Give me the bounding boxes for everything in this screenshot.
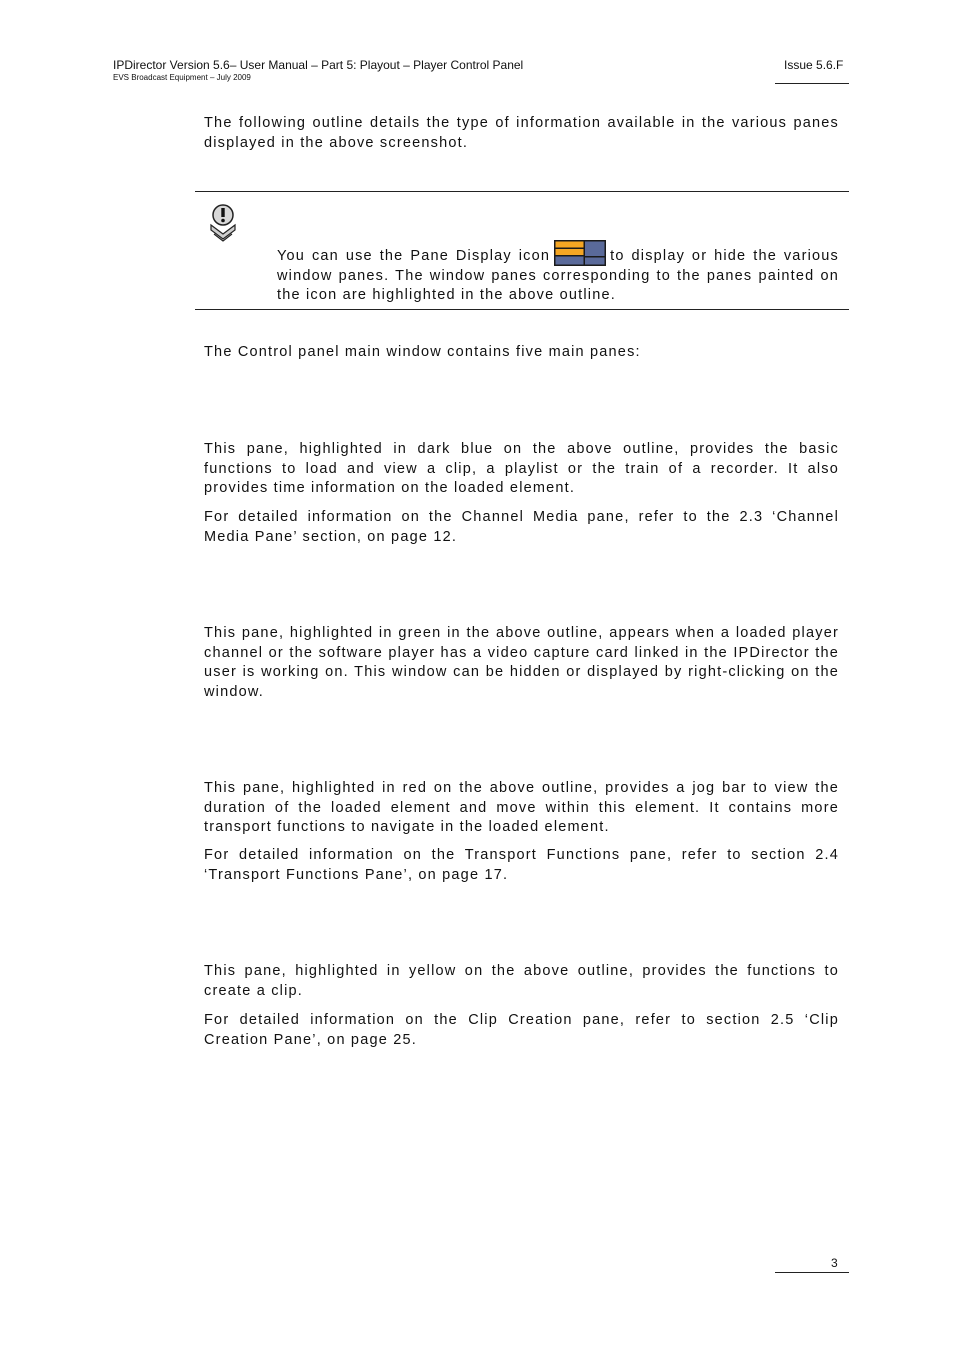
clip-creation-reference: For detailed information on the Clip Creation pane, refer to section 2.5 ‘Clip Creation Pane’, on page 25. — [204, 1012, 839, 1048]
issue-label: Issue 5.6.F — [784, 58, 844, 72]
clip-creation-description: This pane, highlighted in yellow on the above outline, provides the functions to create a clip. — [204, 963, 839, 999]
document-title: IPDirector Version 5.6– User Manual – Part 5: Playout – Player Control Panel — [113, 58, 524, 72]
pane-display-icon — [554, 240, 606, 266]
page-number: 3 — [831, 1256, 838, 1270]
video-pane-description: This pane, highlighted in green in the above outline, appears when a loaded player channel or the software player has a video capture card linked in the IPDirector the user is working on. This window can be hidden or displayed by right-clicking on the window. — [204, 625, 839, 700]
footer-rule — [775, 1272, 849, 1273]
note-exclamation-icon — [205, 203, 241, 245]
intro-paragraph: The following outline details the type of information available in the various panes displayed in the above screenshot. — [204, 115, 839, 151]
header-rule — [775, 83, 849, 84]
note-top-rule — [195, 191, 849, 192]
note-bottom-rule — [195, 309, 849, 310]
transport-functions-reference: For detailed information on the Transport Functions pane, refer to section 2.4 ‘Transport Functions Pane’, on page 17. — [204, 847, 839, 883]
document-subtitle: EVS Broadcast Equipment – July 2009 — [113, 73, 251, 82]
channel-media-description: This pane, highlighted in dark blue on the above outline, provides the basic functions to load and view a clip, a playlist or the train of a recorder. It also provides time information on the loaded element. — [204, 441, 839, 496]
note-text-before: You can use the Pane Display icon — [277, 248, 551, 264]
note-text — [277, 240, 839, 306]
main-panes-intro: The Control panel main window contains five main panes: — [204, 344, 641, 360]
note-text-after: to display or hide the various window panes. The window panes corresponding to the panes painted on the icon are highlighted in the above outline. — [277, 248, 839, 303]
channel-media-reference: For detailed information on the Channel Media pane, refer to the 2.3 ‘Channel Media Pane’ section, on page 12. — [204, 509, 839, 545]
transport-functions-description: This pane, highlighted in red on the above outline, provides a jog bar to view the duration of the loaded element and move within this element. It contains more transport functions to navigate in the loaded element. — [204, 780, 839, 835]
